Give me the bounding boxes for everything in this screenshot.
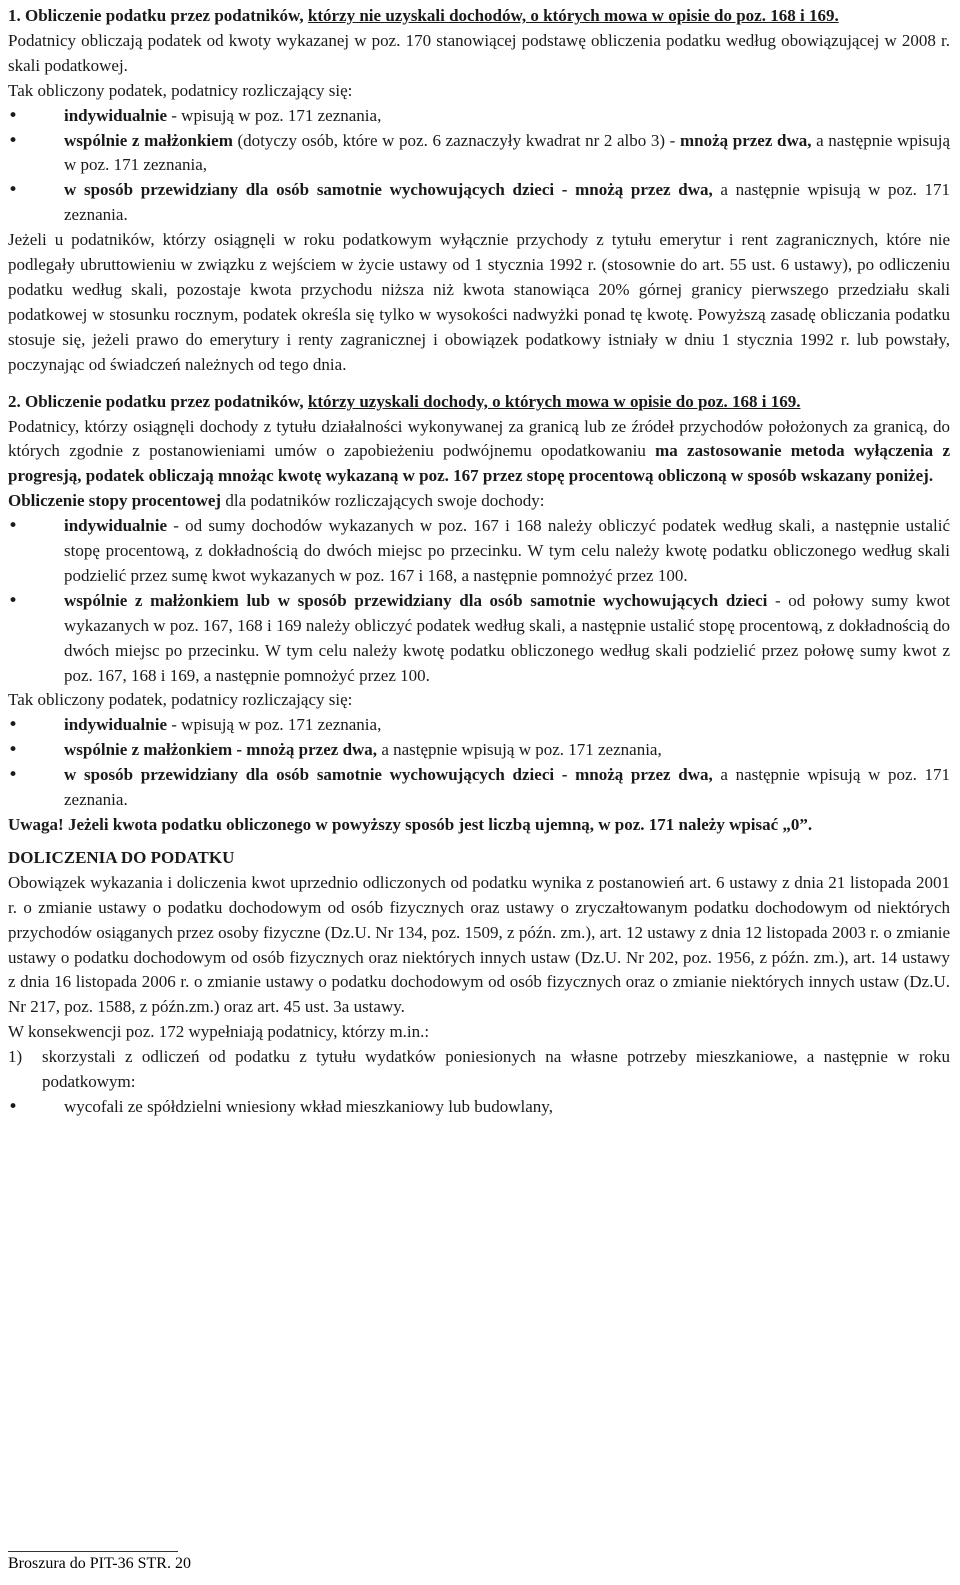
bullet-bold: mnożą przez dwa, [679,130,812,150]
bullet-bold: indywidualnie [64,105,167,125]
section-2-bullets-2 [8,713,950,813]
section-1-para-2: Tak obliczony podatek, podatnicy rozliczający się: [8,80,353,100]
bullet-text: a następnie wpisują w poz. 171 zeznania. [64,765,950,810]
section-1-bullets [8,104,950,229]
section-2-para-1 [8,415,950,490]
bullet-text: a następnie wpisują w poz. 171 zeznania, [377,740,662,760]
bullet-bold: wspólnie z małżonkiem lub w sposób przewidziany dla osób samotnie wychowujących dzieci [64,590,768,610]
bullet-bold: wspólnie z małżonkiem - mnożą przez dwa, [64,740,378,760]
bullet-text: - wpisują w poz. 171 zeznania, [167,105,382,125]
section-3-title: DOLICZENIA DO PODATKU [8,847,235,867]
section-2-para-3: Tak obliczony podatek, podatnicy rozliczający się: [8,690,353,710]
bullet-text: wycofali ze spółdzielni wniesiony wkład mieszkaniowy lub budowlany, [64,1096,553,1116]
para-bold: ma zastosowanie metoda wyłączenia z progresją, podatek obliczają mnożąc kwotę wykazaną w poz. 167 przez stopę procentową obliczoną w sposób wskazany poniżej. [8,441,950,486]
section-2-heading-prefix: 2. Obliczenie podatku przez podatników, [8,391,308,411]
bullet-text: - wpisują w poz. 171 zeznania, [167,715,382,735]
list-item [8,178,950,228]
section-1-para-3: Jeżeli u podatników, którzy osiągnęli w roku podatkowym wyłącznie przychody z tytułu emerytur i rent zagranicznych, które nie podlegały ubruttowieniu w związku z wejściem w życie ustawy od 1 stycznia 1992 r. (stosownie do art. 55 ust. 6 ustawy), po odliczeniu podatku według skali, pozostaje kwota przychodu niższa niż kwota stanowiąca 20% górnej granicy pierwszego przedziału skali podatkowej w stosunku rocznym, podatek określa się tylko w wysokości nadwyżki ponad tę kwotę. Powyższą zasadę obliczania podatku stosuje się, jeżeli prawo do emerytury i renty zagranicznej i obowiązek podatkowy istniały w dniu 1 stycznia 1992 r. lub powstały, poczynając od świadczeń należnych od tego dnia. [8,230,950,374]
list-item [8,104,950,129]
bullet-bold: w sposób przewidziany dla osób samotnie wychowujących dzieci - mnożą przez dwa, [64,180,713,200]
bullet-bold: w sposób przewidziany dla osób samotnie wychowujących dzieci - mnożą przez dwa, [64,765,713,785]
section-1-para-1: Podatnicy obliczają podatek od kwoty wykazanej w poz. 170 stanowiącej podstawę obliczenia podatku według obowiązującej w 2008 r. skali podatkowej. [8,30,950,75]
section-3-para-2: W konsekwencji poz. 172 wypełniają podatnicy, którzy m.in.: [8,1022,430,1042]
para-bold: Obliczenie stopy procentowej [8,491,222,511]
section-3-sub-bullets [8,1095,950,1120]
bullet-text: - od połowy sumy kwot wykazanych w poz. 167, 168 i 169 należy obliczyć podatek według skali, a następnie ustalić stopę procentową, z dokładnością do dwóch miejsc po przecinku. W tym celu należy kwotę podatku obliczonego według skali podzielić przez połowę sumy kwot z poz. 167, 168 i 169, a następnie pomnożyć przez 100. [64,590,951,685]
bullet-bold: wspólnie z małżonkiem [64,130,233,150]
bullet-bold: indywidualnie [64,715,167,735]
bullet-text: - od sumy dochodów wykazanych w poz. 167 i 168 należy obliczyć podatek według skali, a następnie ustalić stopę procentową, z dokładnością do dwóch miejsc po przecinku. W tym celu należy kwotę podatku obliczonego według skali podzielić przez sumę kwot wykazanych w poz. 167 i 168, a następnie pomnożyć przez 100. [64,516,950,585]
page-footer: Broszura do PIT-36 STR. 20 [8,1555,191,1572]
list-item [8,1095,950,1120]
footer-rule [8,1551,178,1552]
bullet-text: a następnie wpisują w poz. 171 zeznania, [64,130,950,175]
list-text: skorzystali z odliczeń od podatku z tytułu wydatków poniesionych na własne potrzeby mieszkaniowe, a następnie w roku podatkowym: [42,1047,950,1092]
list-item [8,514,950,589]
bullet-text: a następnie wpisują w poz. 171 zeznania. [64,180,950,225]
section-2-note: Uwaga! Jeżeli kwota podatku obliczonego w powyższy sposób jest liczbą ujemną, w poz. 171 należy wpisać „0”. [8,815,813,834]
list-item [8,1045,950,1095]
section-3-para-1: Obowiązek wykazania i doliczenia kwot uprzednio odliczonych od podatku wynika z postanowień art. 6 ustawy z dnia 21 listopada 2001 r. o zmianie ustawy o podatku dochodowym od osób fizycznych oraz ustawy o zryczałtowanym podatku dochodowym od niektórych przychodów osiąganych przez osoby fizyczne (Dz.U. Nr 134, poz. 1509, z późn. zm.), art. 12 ustawy z dnia 12 listopada 2003 r. o zmianie ustawy o podatku dochodowym od osób fizycznych oraz niektórych innych ustaw (Dz.U. Nr 202, poz. 1956, z późn. zm.), art. 14 ustawy z dnia 16 listopada 2006 r. o zmianie ustawy o podatku dochodowym od osób fizycznych oraz o zmianie niektórych innych ustaw (Dz.U. Nr 217, poz. 1588, z późn.zm.) oraz art. 45 ust. 3a ustawy. [8,872,950,1017]
section-2-bullets [8,514,950,688]
section-1-heading-underlined: którzy nie uzyskali dochodów, o których mowa w opisie do poz. 168 i 169. [307,6,839,25]
list-item [8,713,950,738]
section-1-heading [8,4,950,29]
section-3-numbered-list [8,1045,950,1095]
section-2-heading [8,390,950,415]
section-1-heading-prefix: 1. Obliczenie podatku przez podatników, [8,6,308,25]
list-item [8,763,950,813]
section-2-heading-underlined: którzy uzyskali dochody, o których mowa w opisie do poz. 168 i 169. [307,391,801,411]
list-item [8,589,950,689]
list-number: 1) [8,1047,23,1067]
bullet-bold: indywidualnie [64,516,167,536]
list-item [8,129,950,179]
section-2-para-2 [8,489,950,514]
list-item [8,738,950,763]
para-text: Podatnicy, którzy osiągnęli dochody z tytułu działalności wykonywanej za granicą lub ze źródeł przychodów położonych za granicą, do których zgodnie z postanowieniami umów o zapobieżeniu podwójnemu opodatkowaniu [8,416,950,461]
bullet-text: (dotyczy osób, które w poz. 6 zaznaczyły kwadrat nr 2 albo 3) - [232,130,680,150]
para-text: dla podatników rozliczających swoje dochody: [221,491,545,511]
